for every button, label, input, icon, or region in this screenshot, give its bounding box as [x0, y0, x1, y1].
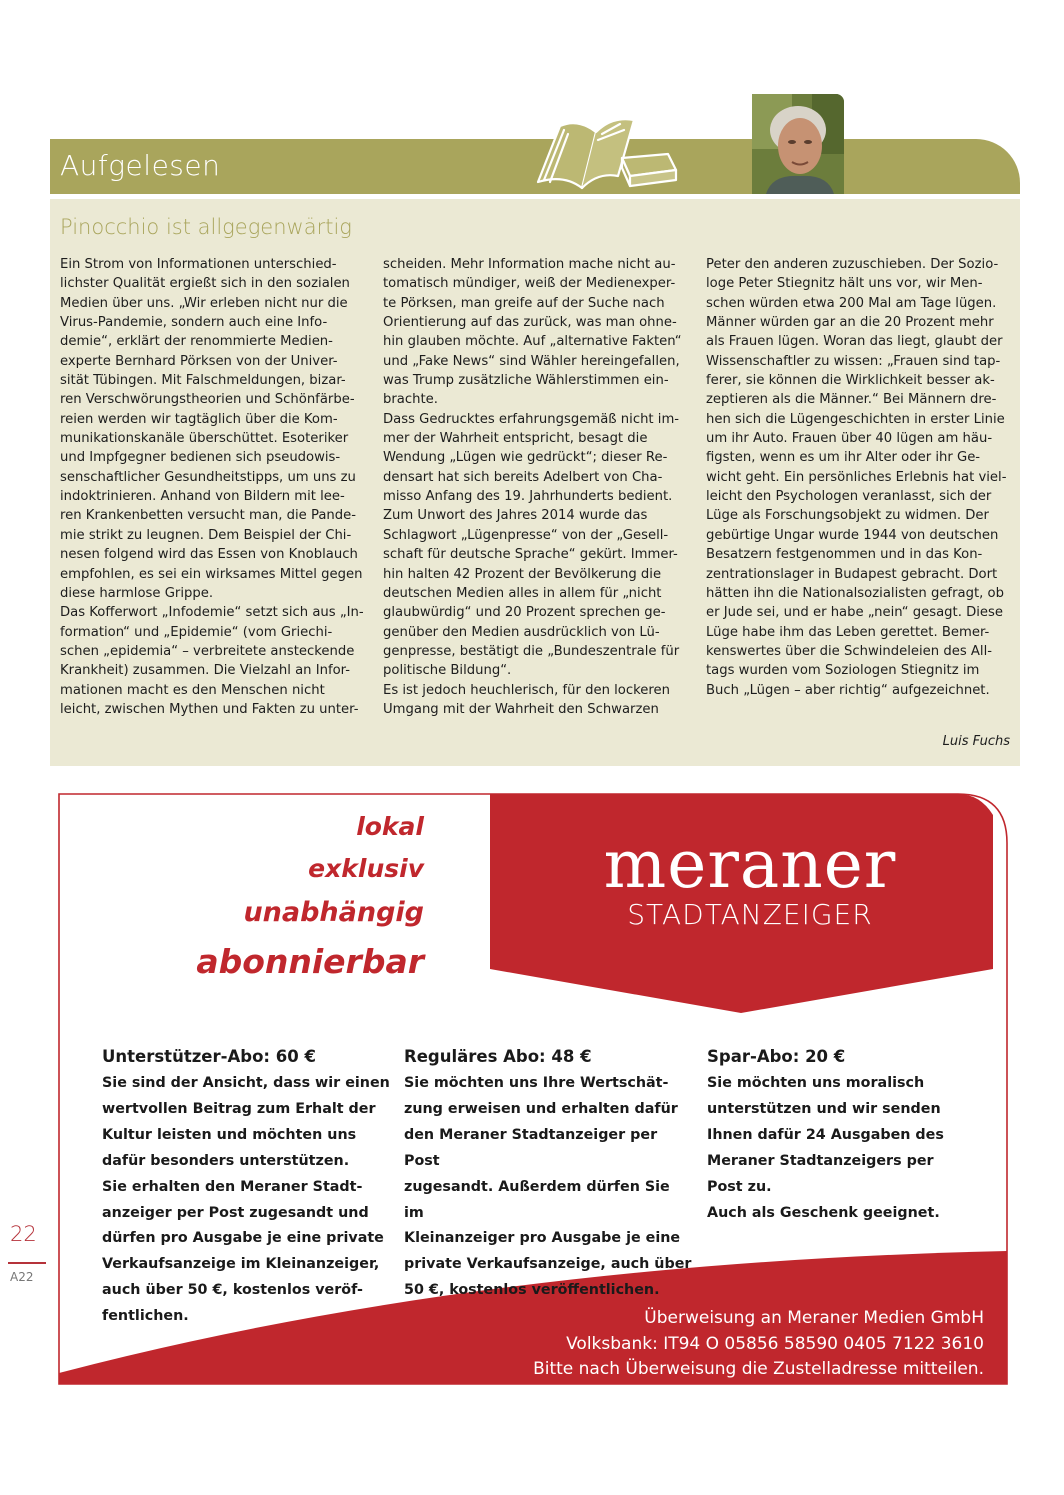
bank-transfer-info — [533, 1306, 984, 1383]
bank-note: Bitte nach Überweisung die Zustelladresse mitteilen. — [533, 1359, 984, 1379]
author-photo — [752, 94, 844, 194]
brand-logo-subtitle: STADTANZEIGER — [627, 898, 873, 931]
plan-description: Sie sind der Ansicht, dass wir einen wertvollen Beitrag zum Erhalt der Kultur leisten und möchten uns dafür besonders unterstützen. Sie erhalten den Meraner Stadt- anzeiger per Post zugesandt und dürfen pro Ausgabe je eine private Verkaufsanzeige im Kleinanzeiger, auch über 50 €, kostenlos veröf- fentlichen. — [102, 1075, 390, 1325]
plan-regular — [404, 1045, 694, 1304]
article-text: Peter den anderen zuzuschieben. Der Sozio- loge Peter Stiegnitz hält uns vor, wir Men- schen würden etwa 200 Mal am Tage lügen. Männer würden gar an die 20 Prozent mehr als Frauen lügen. Woran das liegt, glaubt der Wissenschaftler zu wissen: „Frauen sind tap- ferer, sie können die Wirklichkeit besser ak- zeptieren als die Männer.“ Bei Männern dre- hen sich die Lügengeschichten in erster Linie um ihr Auto. Frauen über 40 lügen am häu- figsten, wenn es um ihr Alter oder ihr Ge- wicht geht. Ein persönliches Erlebnis hat viel- leicht den Psychologen veranlasst, sich der Lüge als Forschungsobjekt zu widmen. Der gebürtige Ungar wurde 1944 von deutschen Besatzern festgenommen und in das Kon- zentrationslager in Budapest gebracht. Dort hätten ihn die Nationalsozialisten gefragt, ob er Jude sei, und er habe „nein“ gesagt. Diese Lüge habe ihm das Leben gerettet. Bemer- kenswertes über die Schwindeleien des All- tags wurden vom Soziologen Stiegnitz im Buch „Lügen – aber richtig“ aufgezeichnet. — [706, 257, 1007, 698]
article-author: Luis Fuchs — [942, 734, 1010, 749]
article-column-2 — [383, 255, 695, 719]
slogan-abonnierbar: abonnierbar — [196, 942, 424, 981]
page-number-divider — [8, 1262, 46, 1264]
article-column-1 — [60, 255, 372, 719]
page-code: A22 — [10, 1270, 34, 1284]
slogan-exklusiv: exklusiv — [308, 854, 424, 883]
article-text: scheiden. Mehr Information mache nicht au- tomatisch mündiger, weiß der Medienexper- te Pörksen, man greife auf der Suche nach Orientierung auf das zurück, was man ohne- hin glauben möchte. Auf „alternative Fakten“ und „Fake News“ sind Wähler hereingefallen, was Trump zusätzliche Wählerstimmen ein- brachte. Dass Gedrucktes erfahrungsgemäß nicht im- mer der Wahrheit entspricht, besagt die Wendung „Lügen wie gedrückt“; dieser Re- densart hat sich bereits Adelbert von Cha- misso Anfang des 19. Jahrhunderts bedient. Zum Unwort des Jahres 2014 wurde das Schlagwort „Lügenpresse“ von der „Gesell- schaft für deutsche Sprache“ gekürt. Immer- hin halten 42 Prozent der Bevölkerung die deutschen Medien alles in allem für „nicht glaubwürdig“ und 20 Prozent sprechen ge- genüber den Medien ausdrücklich von Lü- genpresse, bestätigt die „Bundeszentrale für politische Bildung“. Es ist jedoch heuchlerisch, für den lockeren Umgang mit der Wahrheit den Schwarzen — [383, 257, 682, 717]
plan-description: Sie möchten uns Ihre Wertschät- zung erweisen und erhalten dafür den Meraner Stadtanzeiger per Post zugesandt. Außerdem dürfen Sie im Kleinanzeiger pro Ausgabe je eine private Verkaufsanzeige, auch über 50 €, kostenlos veröffentlichen. — [404, 1075, 692, 1299]
slogan-lokal: lokal — [356, 812, 424, 841]
section-title: Aufgelesen — [60, 149, 221, 182]
slogan-unabhaengig: unabhängig — [243, 897, 424, 928]
brand-logo-name: meraner — [603, 826, 897, 903]
plan-title: Spar-Abo: 20 € — [707, 1047, 846, 1066]
plan-title: Unterstützer-Abo: 60 € — [102, 1047, 316, 1066]
open-book-icon — [530, 110, 680, 192]
article-text: Ein Strom von Informationen unterschied- lichster Qualität ergießt sich in den sozialen Medien über uns. „Wir erleben nicht nur die Virus-Pandemie, sondern auch eine Info- demie“, erklärt der renommierte Medien- experte Bernhard Pörksen von der Univer- sität Tübingen. Mit Falschmeldungen, bizar- ren Verschwörungstheorien und Schönfärbe- reien werden wir tagtäglich über die Kom- munikationskanäle überschüttet. Esoteriker und Impfgegner bedienen sich pseudowis- senschaftlicher Gesundheitstipps, um uns zu indoktrinieren. Anhand von Bildern mit lee- ren Krankenbetten versucht man, die Pande- mie strikt zu leugnen. Dem Beispiel der Chi- nesen folgend wird das Essen von Knoblauch empfohlen, es sei ein wirksames Mittel gegen diese harmlose Grippe. Das Kofferwort „Infodemie“ setzt sich aus „In- formation“ und „Epidemie“ (vom Griechi- schen „epidemia“ – verbreitete ansteckende Krankheit) zusammen. Die Vielzahl an Infor- mationen macht es den Menschen nicht leicht, zwischen Mythen und Fakten zu unter- — [60, 257, 364, 717]
plan-saver — [707, 1045, 997, 1226]
plan-title: Reguläres Abo: 48 € — [404, 1047, 592, 1066]
bank-iban: Volksbank: IT94 O 05856 58590 0405 7122 3610 — [566, 1333, 984, 1354]
plan-supporter — [102, 1045, 392, 1330]
plan-description: Sie möchten uns moralisch unterstützen und wir senden Ihnen dafür 24 Ausgaben des Meraner Stadtanzeigers per Post zu. Auch als Geschenk geeignet. — [707, 1075, 944, 1221]
page-number: 22 — [10, 1222, 37, 1246]
article-headline: Pinocchio ist allgegenwärtig — [60, 215, 352, 239]
bank-recipient: Überweisung an Meraner Medien GmbH — [644, 1308, 984, 1328]
article-column-3 — [706, 255, 1018, 700]
